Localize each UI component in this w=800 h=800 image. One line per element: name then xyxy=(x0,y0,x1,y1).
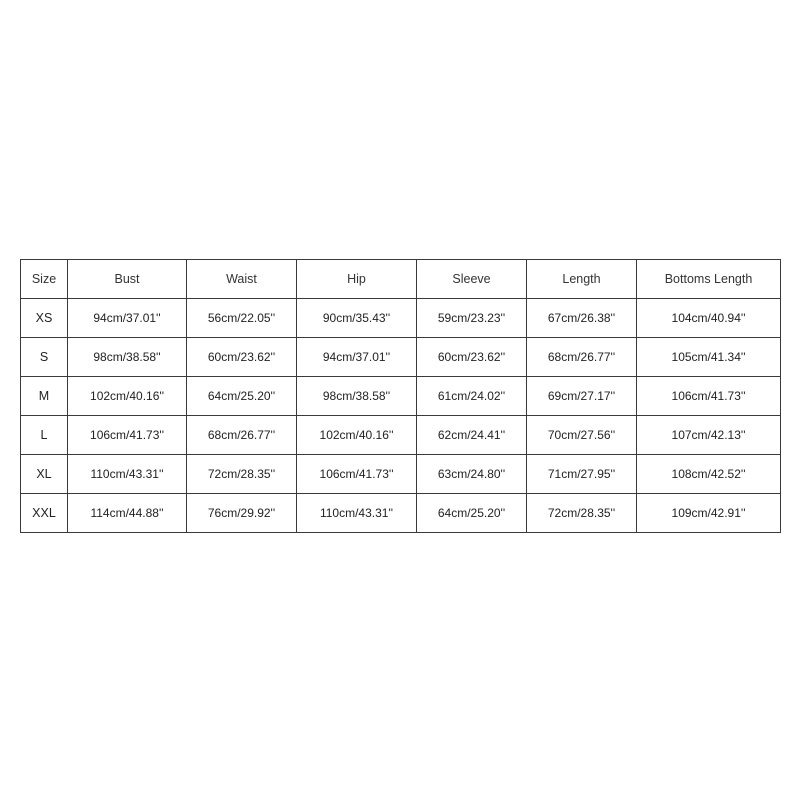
table-row xyxy=(21,299,781,338)
size-cell: S xyxy=(21,338,68,377)
bottoms-length-cell: 109cm/42.91'' xyxy=(637,494,781,533)
hip-cell: 94cm/37.01'' xyxy=(297,338,417,377)
size-cell: XXL xyxy=(21,494,68,533)
header-sleeve: Sleeve xyxy=(417,260,527,299)
hip-cell: 90cm/35.43'' xyxy=(297,299,417,338)
bottoms-length-cell: 104cm/40.94'' xyxy=(637,299,781,338)
bust-cell: 94cm/37.01'' xyxy=(68,299,187,338)
sleeve-cell: 62cm/24.41'' xyxy=(417,416,527,455)
header-bottoms-length: Bottoms Length xyxy=(637,260,781,299)
bottoms-length-cell: 108cm/42.52'' xyxy=(637,455,781,494)
hip-cell: 102cm/40.16'' xyxy=(297,416,417,455)
size-cell: L xyxy=(21,416,68,455)
length-cell: 71cm/27.95'' xyxy=(527,455,637,494)
header-waist: Waist xyxy=(187,260,297,299)
table-row xyxy=(21,455,781,494)
header-length: Length xyxy=(527,260,637,299)
waist-cell: 72cm/28.35'' xyxy=(187,455,297,494)
table-row xyxy=(21,416,781,455)
length-cell: 67cm/26.38'' xyxy=(527,299,637,338)
sleeve-cell: 60cm/23.62'' xyxy=(417,338,527,377)
header-size: Size xyxy=(21,260,68,299)
table-row xyxy=(21,338,781,377)
waist-cell: 76cm/29.92'' xyxy=(187,494,297,533)
waist-cell: 60cm/23.62'' xyxy=(187,338,297,377)
hip-cell: 110cm/43.31'' xyxy=(297,494,417,533)
length-cell: 70cm/27.56'' xyxy=(527,416,637,455)
bottoms-length-cell: 107cm/42.13'' xyxy=(637,416,781,455)
length-cell: 68cm/26.77'' xyxy=(527,338,637,377)
length-cell: 72cm/28.35'' xyxy=(527,494,637,533)
sleeve-cell: 63cm/24.80'' xyxy=(417,455,527,494)
bust-cell: 106cm/41.73'' xyxy=(68,416,187,455)
table-row xyxy=(21,377,781,416)
size-chart-table xyxy=(20,259,781,533)
waist-cell: 68cm/26.77'' xyxy=(187,416,297,455)
sleeve-cell: 61cm/24.02'' xyxy=(417,377,527,416)
length-cell: 69cm/27.17'' xyxy=(527,377,637,416)
header-hip: Hip xyxy=(297,260,417,299)
bust-cell: 98cm/38.58'' xyxy=(68,338,187,377)
size-cell: M xyxy=(21,377,68,416)
bottoms-length-cell: 105cm/41.34'' xyxy=(637,338,781,377)
sleeve-cell: 59cm/23.23'' xyxy=(417,299,527,338)
bust-cell: 102cm/40.16'' xyxy=(68,377,187,416)
waist-cell: 56cm/22.05'' xyxy=(187,299,297,338)
bust-cell: 114cm/44.88'' xyxy=(68,494,187,533)
sleeve-cell: 64cm/25.20'' xyxy=(417,494,527,533)
waist-cell: 64cm/25.20'' xyxy=(187,377,297,416)
bust-cell: 110cm/43.31'' xyxy=(68,455,187,494)
bottoms-length-cell: 106cm/41.73'' xyxy=(637,377,781,416)
hip-cell: 98cm/38.58'' xyxy=(297,377,417,416)
header-bust: Bust xyxy=(68,260,187,299)
size-cell: XL xyxy=(21,455,68,494)
size-cell: XS xyxy=(21,299,68,338)
header-row xyxy=(21,260,781,299)
table-row xyxy=(21,494,781,533)
hip-cell: 106cm/41.73'' xyxy=(297,455,417,494)
